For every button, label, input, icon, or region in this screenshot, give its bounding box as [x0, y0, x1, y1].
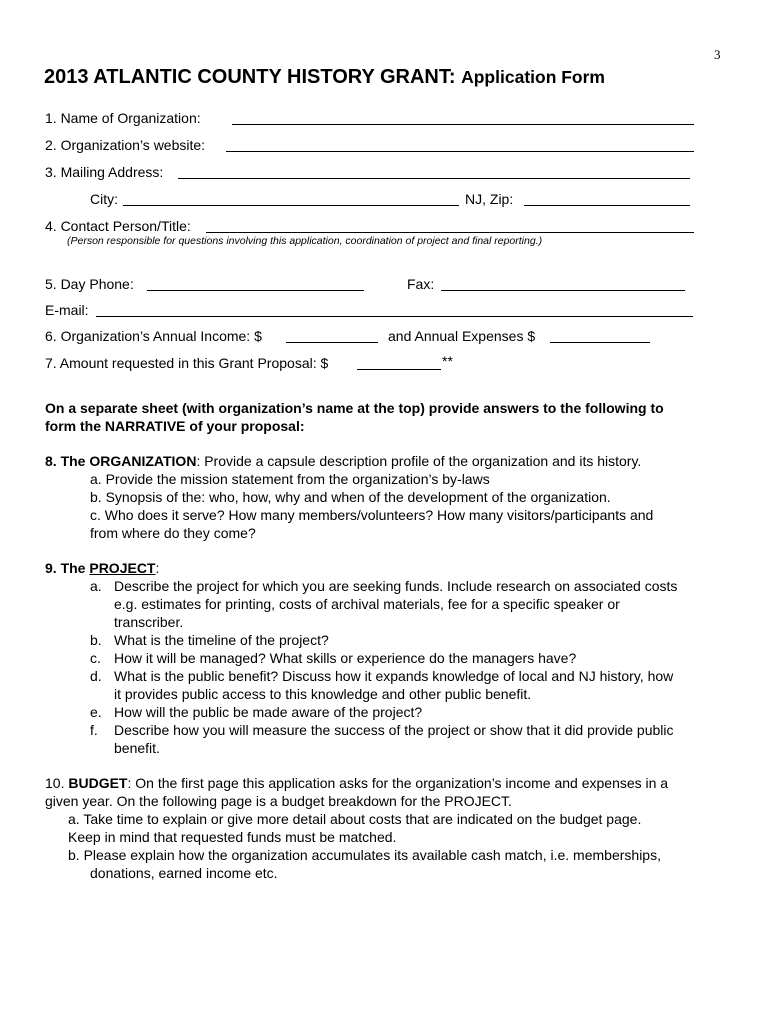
email-label: E-mail:: [45, 302, 89, 318]
section-8-item-c: c. Who does it serve? How many members/volunteers? How many visitors/participants and: [90, 507, 654, 523]
organization-name-label: 1. Name of Organization:: [45, 110, 201, 126]
annual-income-field[interactable]: [286, 342, 378, 343]
mailing-address-label: 3. Mailing Address:: [45, 164, 164, 180]
narrative-intro-line-2: form the NARRATIVE of your proposal:: [45, 418, 305, 434]
section-9-item-f-line-1: Describe how you will measure the success of the project or show that it did provide public: [114, 722, 674, 738]
organization-name-field[interactable]: [232, 124, 694, 125]
section-10-item-a: a. Take time to explain or give more detail about costs that are indicated on the budget page.: [68, 811, 642, 827]
section-9-item-a-line-2: e.g. estimates for printing, costs of archival materials, fee for a specific speaker or: [114, 596, 620, 612]
contact-person-label: 4. Contact Person/Title:: [45, 218, 191, 234]
section-10-num: 10.: [45, 775, 69, 791]
section-8-text: : Provide a capsule description profile of the organization and its history.: [196, 453, 642, 469]
annual-income-label: 6. Organization’s Annual Income: $: [45, 328, 262, 344]
section-10-line-2: given year. On the following page is a budget breakdown for the PROJECT.: [45, 793, 512, 809]
email-field[interactable]: [96, 316, 693, 317]
section-9-item-f-line-2: benefit.: [114, 740, 160, 756]
section-10-item-b: b. Please explain how the organization accumulates its available cash match, i.e. memberships,: [68, 847, 661, 863]
amount-requested-suffix: **: [442, 353, 453, 369]
section-9-keyword: PROJECT: [89, 560, 156, 576]
section-9-item-f-label: f.: [90, 722, 98, 738]
page-title: [44, 66, 605, 89]
section-9-item-e-line-1: How will the public be made aware of the project?: [114, 704, 423, 720]
city-label: City:: [90, 191, 118, 207]
day-phone-field[interactable]: [147, 290, 364, 291]
section-8-item-a: a. Provide the mission statement from the organization’s by-laws: [90, 471, 490, 487]
section-9-item-a-line-3: transcriber.: [114, 614, 184, 630]
fax-label: Fax:: [407, 276, 435, 292]
section-9-item-d-line-2: it provides public access to this knowledge and other public benefit.: [114, 686, 532, 702]
mailing-address-field[interactable]: [178, 178, 690, 179]
section-9-num: 9. The: [45, 560, 90, 576]
section-9-item-b-label: b.: [90, 632, 102, 648]
section-10-heading: [45, 775, 668, 792]
narrative-intro-line-1: On a separate sheet (with organization’s name at the top) provide answers to the following to: [45, 400, 664, 416]
zip-field[interactable]: [524, 205, 690, 206]
section-9-item-b-line-1: What is the timeline of the project?: [114, 632, 329, 648]
organization-website-label: 2. Organization’s website:: [45, 137, 206, 153]
section-9-heading: [45, 560, 159, 577]
section-8-heading: [45, 453, 641, 470]
fax-field[interactable]: [441, 290, 685, 291]
title-sub: Application Form: [461, 67, 605, 87]
section-10-keyword: BUDGET: [68, 775, 128, 791]
city-field[interactable]: [123, 205, 459, 206]
section-8-item-b: b. Synopsis of the: who, how, why and when of the development of the organization.: [90, 489, 611, 505]
nj-zip-label: NJ, Zip:: [465, 191, 514, 207]
section-9-item-c-label: c.: [90, 650, 101, 666]
contact-person-field[interactable]: [206, 232, 694, 233]
section-8-num: 8. The: [45, 453, 90, 469]
annual-expenses-label: and Annual Expenses $: [388, 328, 536, 344]
section-9-item-d-label: d.: [90, 668, 102, 684]
section-9-item-a-label: a.: [90, 578, 102, 594]
section-9-item-e-label: e.: [90, 704, 102, 720]
day-phone-label: 5. Day Phone:: [45, 276, 134, 292]
annual-expenses-field[interactable]: [550, 342, 650, 343]
section-9-text: :: [155, 560, 160, 576]
section-10-item-a-cont: Keep in mind that requested funds must be matched.: [68, 829, 397, 845]
section-10-text: : On the first page this application asks for the organization’s income and expenses in a: [127, 775, 669, 791]
section-9-item-d-line-1: What is the public benefit? Discuss how it expands knowledge of local and NJ history, how: [114, 668, 674, 684]
amount-requested-label: 7. Amount requested in this Grant Proposal: $: [45, 355, 329, 371]
section-9-item-c-line-1: How it will be managed? What skills or experience do the managers have?: [114, 650, 577, 666]
contact-person-note: (Person responsible for questions involving this application, coordination of project and final reporting.): [67, 235, 543, 247]
amount-requested-field[interactable]: [357, 369, 441, 370]
section-9-item-a-line-1: Describe the project for which you are seeking funds. Include research on associated costs: [114, 578, 678, 594]
section-10-item-b-cont: donations, earned income etc.: [90, 865, 278, 881]
section-8-item-c-cont: from where do they come?: [90, 525, 256, 541]
organization-website-field[interactable]: [226, 151, 694, 152]
title-main: 2013 ATLANTIC COUNTY HISTORY GRANT:: [44, 66, 456, 88]
section-8-keyword: ORGANIZATION: [89, 453, 197, 469]
page-number: 3: [714, 47, 721, 62]
